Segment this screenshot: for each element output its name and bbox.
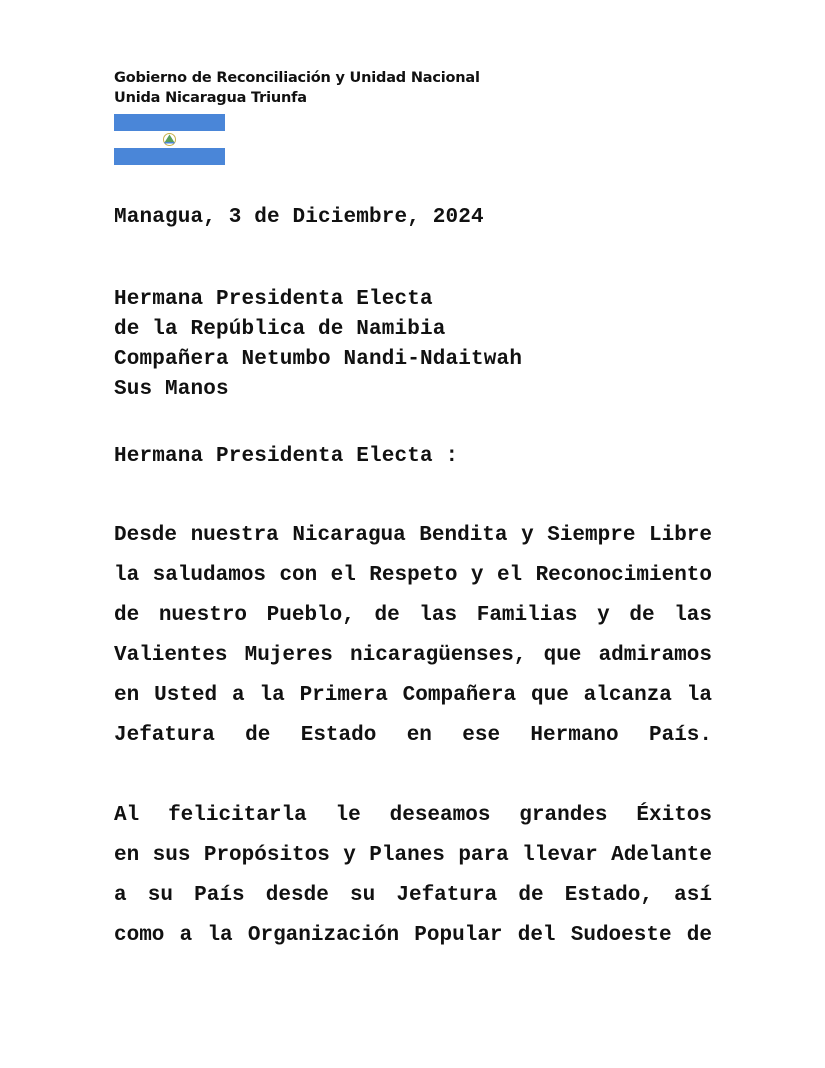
salutation: Hermana Presidenta Electa : bbox=[114, 445, 459, 468]
government-slogan: Unida Nicaragua Triunfa bbox=[114, 90, 307, 106]
paragraph-line: como a la Organización Popular del Sudoeste de bbox=[114, 924, 712, 947]
paragraph-line: Al felicitarla le deseamos grandes Éxitos bbox=[114, 804, 712, 827]
letter-date: Managua, 3 de Diciembre, 2024 bbox=[114, 206, 484, 229]
paragraph-line: Jefatura de Estado en ese Hermano País. bbox=[114, 724, 712, 747]
nicaragua-flag-icon bbox=[114, 114, 225, 165]
recipient-line: de la República de Namibia bbox=[114, 318, 446, 341]
recipient-block bbox=[114, 285, 522, 405]
paragraph-line: a su País desde su Jefatura de Estado, así bbox=[114, 884, 712, 907]
paragraph-line: en sus Propósitos y Planes para llevar Adelante bbox=[114, 844, 712, 867]
paragraph-line: en Usted a la Primera Compañera que alcanza la bbox=[114, 684, 712, 707]
recipient-line: Sus Manos bbox=[114, 378, 229, 401]
paragraph-line: de nuestro Pueblo, de las Familias y de las bbox=[114, 604, 712, 627]
government-name: Gobierno de Reconciliación y Unidad Nacional bbox=[114, 70, 480, 86]
paragraph-line: Desde nuestra Nicaragua Bendita y Siempre Libre bbox=[114, 524, 712, 547]
recipient-line: Compañera Netumbo Nandi-Ndaitwah bbox=[114, 348, 523, 371]
letterhead bbox=[114, 68, 480, 108]
paragraph-line: la saludamos con el Respeto y el Reconocimiento bbox=[114, 564, 712, 587]
recipient-line: Hermana Presidenta Electa bbox=[114, 288, 433, 311]
body-paragraph-2 bbox=[114, 796, 712, 956]
body-paragraph-1 bbox=[114, 516, 712, 756]
paragraph-line: Valientes Mujeres nicaragüenses, que admiramos bbox=[114, 644, 712, 667]
